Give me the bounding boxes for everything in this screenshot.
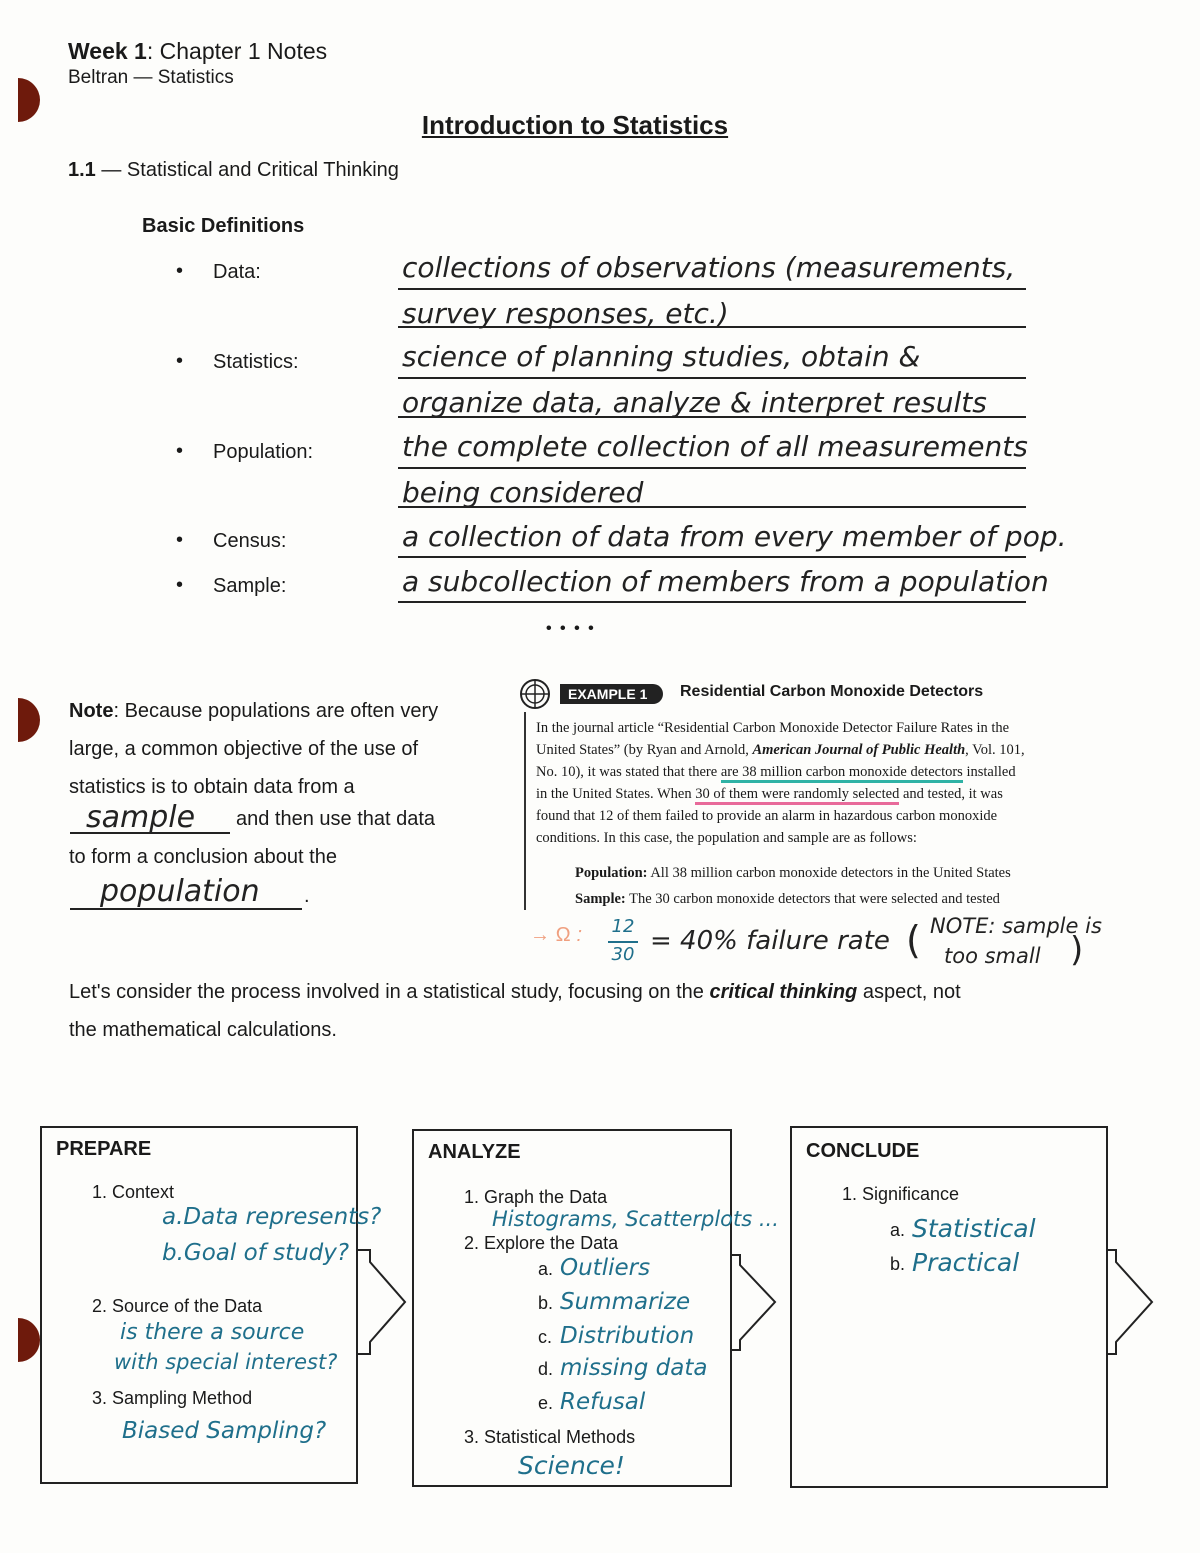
definition-label: Sample: <box>213 575 287 597</box>
analyze-subitem-letter: d. <box>538 1359 554 1379</box>
analyze-note: Distribution <box>560 1323 695 1349</box>
calc-prefix: → Ω : <box>530 924 583 946</box>
note-blank-answer: sample <box>86 800 196 835</box>
example-line: No. 10), it was stated that there <box>536 764 721 780</box>
analyze-item: 3. Statistical Methods <box>464 1427 636 1447</box>
definition-text: a collection of data from every member of pop. <box>402 520 1067 553</box>
fraction-denominator: 30 <box>611 944 635 965</box>
sample-label: Sample: <box>575 891 626 907</box>
example-line: In the journal article “Residential Carbon Monoxide Detector Failure Rates in the <box>536 720 1010 736</box>
prepare-note: with special interest? <box>114 1350 338 1374</box>
calc-paren-note: NOTE: sample is <box>930 914 1102 938</box>
definition-label: Statistics: <box>213 351 299 373</box>
definition-label: Population: <box>213 441 314 463</box>
definition-text: organize data, analyze & interpret results <box>402 386 987 419</box>
consider-text: aspect, not <box>857 981 961 1003</box>
conclude-subitem-letter: a. <box>890 1220 906 1240</box>
analyze-item: 1. Graph the Data <box>464 1187 608 1207</box>
arrow-analyze-to-conclude <box>728 1255 775 1350</box>
analyze-subitem-letter: e. <box>538 1393 554 1413</box>
prepare-note: b.Goal of study? <box>162 1240 350 1266</box>
analyze-note: Summarize <box>560 1289 691 1315</box>
conclude-title: CONCLUDE <box>806 1140 920 1162</box>
example-line: found that 12 of them failed to provide an alarm in hazardous carbon monoxide <box>536 808 998 824</box>
example-badge: EXAMPLE 1 <box>560 684 663 704</box>
note-blank-answer: population <box>100 874 260 909</box>
analyze-note: Histograms, Scatterplots ... <box>492 1207 779 1231</box>
bullet: • <box>176 529 184 551</box>
bullet: • <box>176 350 184 372</box>
conclude-note: Practical <box>912 1248 1020 1277</box>
conclude-item: 1. Significance <box>842 1184 960 1204</box>
prepare-note: Biased Sampling? <box>122 1418 327 1444</box>
population-label: Population: <box>575 865 648 881</box>
note-text: to form a conclusion about the <box>69 846 337 868</box>
bullet: • <box>176 260 184 282</box>
page-title: Introduction to Statistics <box>421 110 729 140</box>
consider-text: the mathematical calculations. <box>69 1019 337 1041</box>
note-period: . <box>304 885 310 907</box>
definition-text: a subcollection of members from a population <box>402 565 1049 598</box>
prepare-item: 2. Source of the Data <box>92 1296 263 1316</box>
population-text: All 38 million carbon monoxide detectors in the United States <box>647 865 1011 881</box>
definition-text: the complete collection of all measurements <box>402 430 1028 463</box>
note-text: statistics is to obtain data from a <box>69 776 355 798</box>
course-subtitle: Beltran — Statistics <box>68 67 234 88</box>
analyze-title: ANALYZE <box>428 1141 521 1163</box>
definition-text: collections of observations (measurements, <box>402 251 1016 284</box>
analyze-item: 2. Explore the Data <box>464 1233 619 1253</box>
sample-text: The 30 carbon monoxide detectors that were selected and tested <box>625 891 1000 907</box>
analyze-subitem-letter: b. <box>538 1293 554 1313</box>
conclude-note: Statistical <box>912 1214 1036 1243</box>
example-line: in the United States. When <box>536 786 696 802</box>
definition-label: Data: <box>213 261 261 283</box>
fraction-numerator: 12 <box>611 916 635 937</box>
highlight-pink: 30 of them were randomly selected <box>695 786 899 805</box>
analyze-note: Science! <box>518 1451 625 1480</box>
week-label: Week 1 <box>68 38 147 64</box>
paren-close: ) <box>1070 930 1084 970</box>
chapter-label: : Chapter 1 Notes <box>146 38 328 64</box>
analyze-subitem-letter: a. <box>538 1259 554 1279</box>
consider-text: Let's consider the process involved in a statistical study, focusing on the <box>69 981 710 1003</box>
bullet: • <box>176 440 184 462</box>
example-line: United States” (by Ryan and Arnold, <box>536 742 753 758</box>
note-text: large, a common objective of the use of <box>69 738 419 760</box>
note-label: Note <box>69 700 114 722</box>
prepare-note: a.Data represents? <box>162 1204 382 1230</box>
paren-open: ( <box>906 918 921 962</box>
prepare-title: PREPARE <box>56 1138 152 1160</box>
note-text: and then use that data <box>236 808 436 830</box>
conclude-box <box>790 1126 1108 1488</box>
definition-label: Census: <box>213 530 287 552</box>
analyze-note: Outliers <box>560 1255 651 1281</box>
section-divider: • • • • <box>546 620 596 637</box>
highlight-teal: are 38 million carbon monoxide detectors <box>721 764 963 783</box>
arrow-prepare-to-analyze <box>354 1250 405 1354</box>
section-title: — Statistical and Critical Thinking <box>95 159 399 181</box>
example-line: installed <box>962 764 1016 780</box>
calc-paren-note: too small <box>944 944 1041 968</box>
definition-text: being considered <box>402 476 644 509</box>
bullet: • <box>176 574 184 596</box>
analyze-subitem-letter: c. <box>538 1327 553 1347</box>
prepare-item: 1. Context <box>92 1182 175 1202</box>
example-line: , Vol. 101, <box>965 742 1025 758</box>
analyze-note: missing data <box>560 1355 708 1381</box>
consider-emphasis: critical thinking <box>709 981 858 1003</box>
note-text: : Because populations are often very <box>113 700 439 722</box>
example-line: conditions. In this case, the population and sample are as follows: <box>536 830 917 846</box>
example-title: Residential Carbon Monoxide Detectors <box>680 683 984 700</box>
section-number: 1.1 <box>68 159 96 181</box>
arrow-conclude-end <box>1104 1250 1152 1354</box>
definition-text: science of planning studies, obtain & <box>402 340 921 373</box>
journal-name: American Journal of Public Health <box>752 742 966 758</box>
definitions-heading: Basic Definitions <box>142 215 305 237</box>
example-line: and tested, it was <box>899 786 1003 802</box>
analyze-box <box>412 1129 779 1487</box>
calc-result: = 40% failure rate <box>650 926 890 956</box>
conclude-subitem-letter: b. <box>890 1254 906 1274</box>
prepare-note: is there a source <box>120 1320 305 1345</box>
prepare-box <box>40 1126 382 1484</box>
prepare-item: 3. Sampling Method <box>92 1388 253 1408</box>
analyze-note: Refusal <box>560 1389 646 1415</box>
definition-text: survey responses, etc.) <box>402 297 729 330</box>
